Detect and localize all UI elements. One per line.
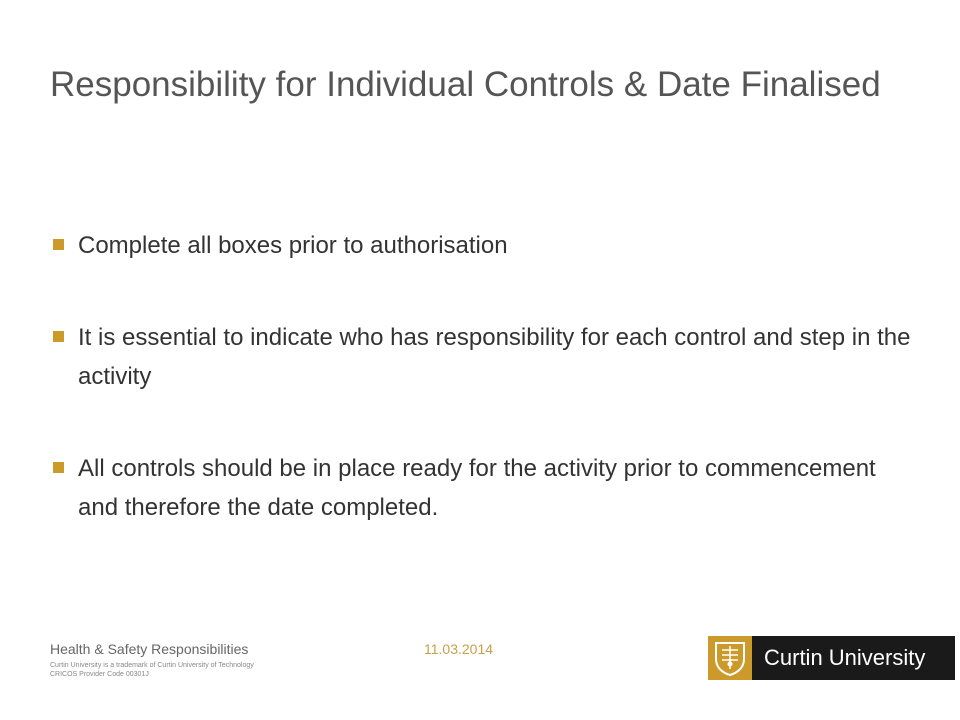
square-bullet-icon xyxy=(53,462,64,473)
trademark-notice: Curtin University is a trademark of Curtin University of Technology xyxy=(50,662,254,669)
bullet-text: Complete all boxes prior to authorisation xyxy=(78,232,508,259)
curtin-university-logo xyxy=(708,636,955,680)
bullet-item xyxy=(50,226,920,265)
bullet-text: All controls should be in place ready for the activity prior to commencement and therefore the date completed. xyxy=(78,455,876,521)
curtin-crest-icon xyxy=(708,636,752,680)
bullet-text: It is essential to indicate who has responsibility for each control and step in the activity xyxy=(78,324,911,390)
bullet-list xyxy=(50,226,920,580)
logo-wordmark: Curtin University xyxy=(752,636,955,680)
footer-legal-text xyxy=(50,661,254,679)
square-bullet-icon xyxy=(53,239,64,250)
square-bullet-icon xyxy=(53,331,64,342)
footer-presentation-title: Health & Safety Responsibilities xyxy=(50,641,249,657)
footer-date: 11.03.2014 xyxy=(424,641,494,657)
bullet-item xyxy=(50,449,920,527)
slide-title: Responsibility for Individual Controls & Date Finalised xyxy=(50,65,881,104)
bullet-item xyxy=(50,318,920,396)
cricos-code: CRICOS Provider Code 00301J xyxy=(50,671,149,678)
